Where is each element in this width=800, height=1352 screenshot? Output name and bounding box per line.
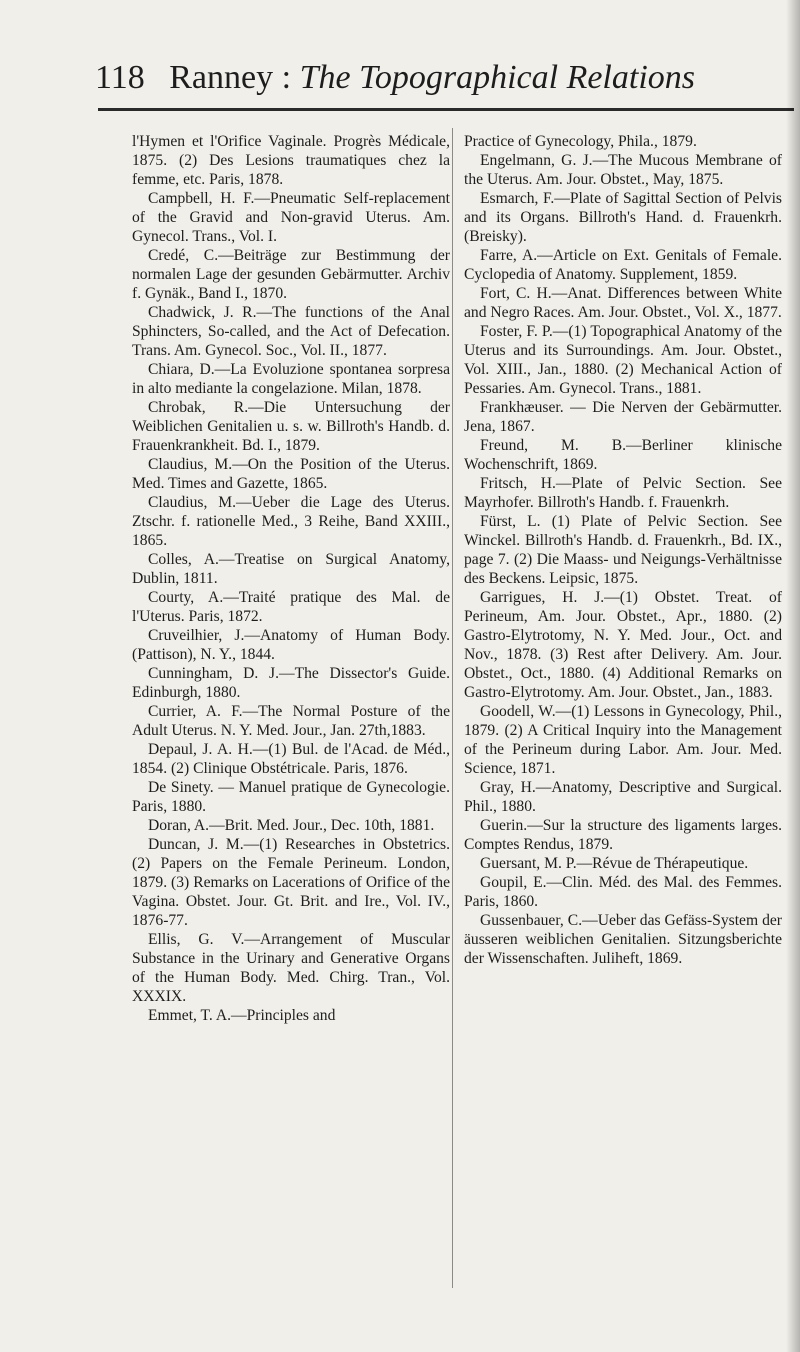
bibliography-entry: Chrobak, R.—Die Untersuchung der Weiblichen Genitalien u. s. w. Billroth's Handb. d. Frauenkrankheit. Bd. I., 1879. <box>132 399 450 454</box>
bibliography-entry: Fort, C. H.—Anat. Differences between White and Negro Races. Am. Jour. Obstet., Vol. X., 1877. <box>464 285 782 321</box>
bibliography-entry: Courty, A.—Traité pratique des Mal. de l'Uterus. Paris, 1872. <box>132 589 450 625</box>
bibliography-entry: Campbell, H. F.—Pneumatic Self-replacement of the Gravid and Non-gravid Uterus. Am. Gynecol. Trans., Vol. I. <box>132 190 450 245</box>
bibliography-entry: Gray, H.—Anatomy, Descriptive and Surgical. Phil., 1880. <box>464 779 782 815</box>
bibliography-entry: Engelmann, G. J.—The Mucous Membrane of the Uterus. Am. Jour. Obstet., May, 1875. <box>464 152 782 188</box>
bibliography-entry: Currier, A. F.—The Normal Posture of the Adult Uterus. N. Y. Med. Jour., Jan. 27th,1883. <box>132 703 450 739</box>
bibliography-entry: Depaul, J. A. H.—(1) Bul. de l'Acad. de Méd., 1854. (2) Clinique Obstétricale. Paris, 1876. <box>132 741 450 777</box>
page-edge-shadow <box>786 0 800 1352</box>
right-column <box>464 132 782 968</box>
bibliography-entry: Fürst, L. (1) Plate of Pelvic Section. See Winckel. Billroth's Handb. d. Frauenkrh., Bd. IX., page 7. (2) Die Maass- und Neigungs-Verhältnisse des Beckens. Leipsic, 1875. <box>464 513 782 587</box>
header-separator: : <box>281 59 292 96</box>
bibliography-entry: Foster, F. P.—(1) Topographical Anatomy of the Uterus and its Surroundings. Am. Jour. Obstet., Vol. XIII., Jan., 1880. (2) Mechanical Action of Pessaries. Am. Gynecol. Trans., 1881. <box>464 323 782 397</box>
bibliography-entry: Duncan, J. M.—(1) Researches in Obstetrics. (2) Papers on the Female Perineum. London, 1879. (3) Remarks on Lacerations of Orifice of the Vagina. Obstet. Jour. Gt. Brit. and Ire., Vol. IV., 1876-77. <box>132 836 450 929</box>
bibliography-entry: Farre, A.—Article on Ext. Genitals of Female. Cyclopedia of Anatomy. Supplement, 1859. <box>464 247 782 283</box>
header-rule <box>98 108 794 111</box>
bibliography-entry: l'Hymen et l'Orifice Vaginale. Progrès Médicale, 1875. (2) Des Lesions traumatiques chez la femme, etc. Paris, 1878. <box>132 133 450 188</box>
bibliography-entry: Freund, M. B.—Berliner klinische Wochenschrift, 1869. <box>464 437 782 473</box>
bibliography-entry: Gussenbauer, C.—Ueber das Gefäss-System der äusseren weiblichen Genitalien. Sitzungsberichte der Wissenschaften. Juliheft, 1869. <box>464 912 782 967</box>
bibliography-entry: De Sinety. — Manuel pratique de Gynecologie. Paris, 1880. <box>132 779 450 815</box>
running-title: The Topographical Relations <box>299 59 695 96</box>
page-number: 118 <box>95 59 145 96</box>
bibliography-entry: Cunningham, D. J.—The Dissector's Guide. Edinburgh, 1880. <box>132 665 450 701</box>
bibliography-entry: Practice of Gynecology, Phila., 1879. <box>464 133 697 150</box>
bibliography-entry: Guerin.—Sur la structure des ligaments larges. Comptes Rendus, 1879. <box>464 817 782 853</box>
bibliography-entry: Guersant, M. P.—Révue de Thérapeutique. <box>480 855 749 872</box>
bibliography-entry: Chadwick, J. R.—The functions of the Anal Sphincters, So-called, and the Act of Defecation. Trans. Am. Gynecol. Soc., Vol. II., 1877. <box>132 304 450 359</box>
bibliography-entry: Colles, A.—Treatise on Surgical Anatomy, Dublin, 1811. <box>132 551 450 587</box>
bibliography-entry: Claudius, M.—On the Position of the Uterus. Med. Times and Gazette, 1865. <box>132 456 450 492</box>
column-divider <box>452 128 453 1288</box>
bibliography-entry: Garrigues, H. J.—(1) Obstet. Treat. of Perineum, Am. Jour. Obstet., Apr., 1880. (2) Gastro-Elytrotomy, N. Y. Med. Jour., Oct. and Nov., 1878. (3) Rest after Delivery. Am. Jour. Obstet., Oct., 1880. (4) Additional Remarks on Gastro-Elytrotomy. Am. Jour. Obstet., Jan., 1883. <box>464 589 782 701</box>
bibliography-entry: Frankhæuser. — Die Nerven der Gebärmutter. Jena, 1867. <box>464 399 782 435</box>
running-header <box>95 58 715 98</box>
left-column <box>132 132 450 1025</box>
bibliography-entry: Chiara, D.—La Evoluzione spontanea sorpresa in alto mediante la congelazione. Milan, 1878. <box>132 361 450 397</box>
bibliography-entry: Goupil, E.—Clin. Méd. des Mal. des Femmes. Paris, 1860. <box>464 874 782 910</box>
bibliography-entry: Emmet, T. A.—Principles and <box>148 1007 336 1024</box>
bibliography-entry: Doran, A.—Brit. Med. Jour., Dec. 10th, 1881. <box>148 817 435 834</box>
bibliography-entry: Goodell, W.—(1) Lessons in Gynecology, Phil., 1879. (2) A Critical Inquiry into the Management of the Perineum during Labor. Am. Jour. Med. Science, 1871. <box>464 703 782 777</box>
bibliography-entry: Claudius, M.—Ueber die Lage des Uterus. Ztschr. f. rationelle Med., 3 Reihe, Band XXIII., 1865. <box>132 494 450 549</box>
bibliography-entry: Cruveilhier, J.—Anatomy of Human Body. (Pattison), N. Y., 1844. <box>132 627 450 663</box>
bibliography-entry: Credé, C.—Beiträge zur Bestimmung der normalen Lage der gesunden Gebärmutter. Archiv f. Gynäk., Band I., 1870. <box>132 247 450 302</box>
running-author: Ranney <box>169 59 274 96</box>
bibliography-entry: Esmarch, F.—Plate of Sagittal Section of Pelvis and its Organs. Billroth's Hand. d. Frauenkrh. (Breisky). <box>464 190 782 245</box>
bibliography-entry: Ellis, G. V.—Arrangement of Muscular Substance in the Urinary and Generative Organs of the Human Body. Med. Chirg. Tran., Vol. XXXIX. <box>132 931 450 1005</box>
bibliography-entry: Fritsch, H.—Plate of Pelvic Section. See Mayrhofer. Billroth's Handb. f. Frauenkrh. <box>464 475 782 511</box>
